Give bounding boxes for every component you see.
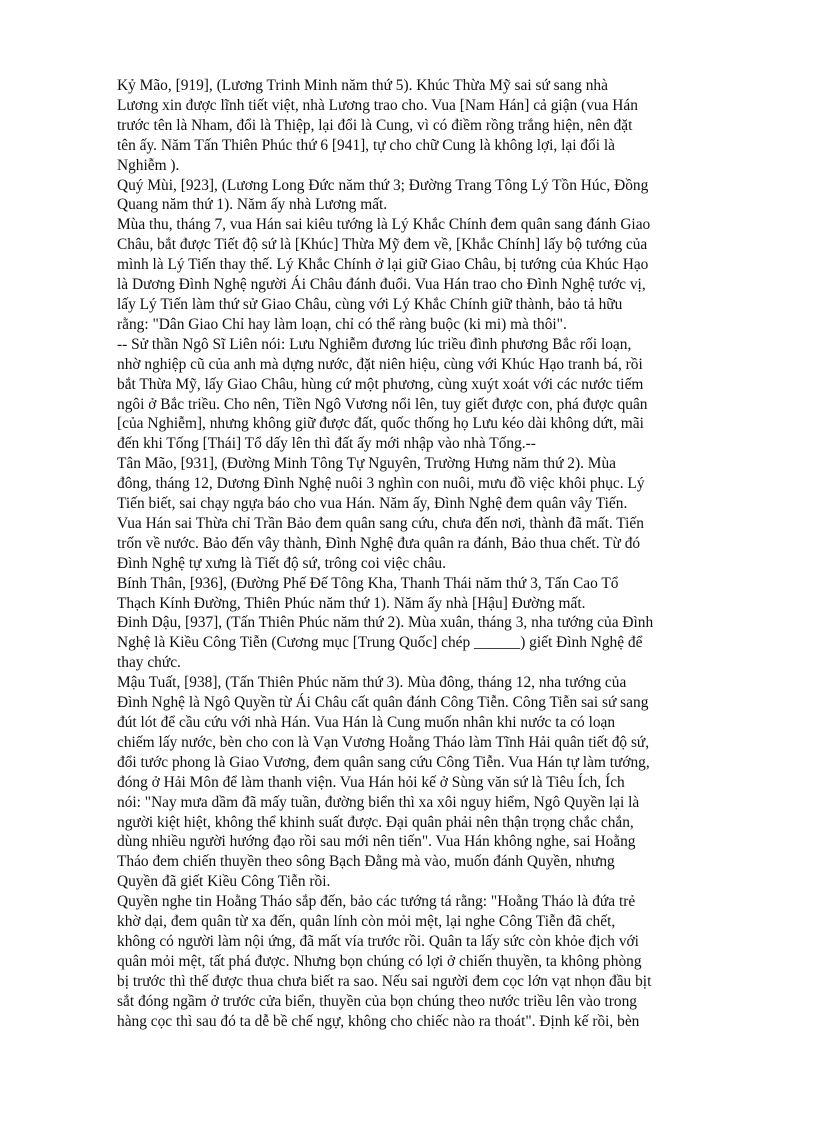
text-line: nhờ nghiệp cũ của anh mà dựng nước, đặt niên hiệu, cùng với Khúc Hạo tranh bá, rồi (117, 355, 643, 373)
text-line: Đinh Dậu, [937], (Tấn Thiên Phúc năm thứ 2). Mùa xuân, tháng 3, nha tướng của Đình (117, 614, 654, 632)
text-line: trốn về nước. Bảo đến vây thành, Đình Nghệ đưa quân ra đánh, Bảo thua chết. Từ đó (117, 534, 641, 552)
text-line: -- Sử thần Ngô Sĩ Liên nói: Lưu Nghiễm đương lúc triều đình phương Bắc rối loạn, (117, 335, 632, 353)
text-line: quân mỏi mệt, tất phá được. Nhưng bọn chúng có lợi ở chiến thuyền, ta không phòng (117, 952, 642, 970)
text-line: Mùa thu, tháng 7, vua Hán sai kiêu tướng là Lý Khắc Chính đem quân sang đánh Giao (117, 216, 651, 234)
text-line: lấy Lý Tiến làm thứ sử Giao Châu, cùng với Lý Khắc Chính giữ thành, bảo tả hữu (117, 295, 623, 313)
text-line: đóng ở Hải Môn để làm thanh viện. Vua Hán hỏi kế ở Sùng văn sứ là Tiêu Ích, Ích (117, 773, 625, 791)
text-line: đông, tháng 12, Dương Đình Nghệ nuôi 3 nghìn con nuôi, mưu đồ việc khôi phục. Lý (117, 475, 645, 493)
text-line: Nghệ là Kiều Công Tiễn (Cương mục [Trung Quốc] chép ______) giết Đình Nghệ để (117, 634, 643, 652)
text-line: đến khi Tống [Thái] Tổ dấy lên thì đất ấy mới nhập vào nhà Tống.-- (117, 435, 536, 453)
text-line: mình là Lý Tiến thay thế. Lý Khắc Chính ở lại giữ Giao Châu, bị tướng của Khúc Hạo (117, 256, 649, 274)
text-line: ngôi ở Bắc triều. Cho nên, Tiền Ngô Vương nổi lên, tuy giết được con, phá được quân (117, 395, 648, 413)
text-line: hàng cọc thì sau đó ta dễ bề chế ngự, không cho chiếc nào ra thoát". Định kế rồi, bèn (117, 1012, 640, 1030)
text-line: đút lót để cầu cứu với nhà Hán. Vua Hán là Cung muốn nhân khi nước ta có loạn (117, 714, 616, 731)
document-page (117, 76, 717, 1032)
text-line: chiếm lấy nước, bèn cho con là Vạn Vương Hoằng Tháo làm Tĩnh Hải quân tiết độ sứ, (117, 733, 650, 751)
text-line: Đình Nghệ tự xưng là Tiết độ sứ, trông coi việc châu. (117, 554, 446, 572)
text-line: không có người làm nội ứng, đã mất vía trước rồi. Quân ta lấy sức còn khỏe địch với (117, 932, 639, 950)
text-line: sắt đóng ngầm ở trước cửa biển, thuyền của bọn chúng theo nước triều lên vào trong (117, 992, 637, 1010)
text-line: Lương xin được lĩnh tiết việt, nhà Lương trao cho. Vua [Nam Hán] cả giận (vua Hán (117, 96, 638, 114)
text-line: [của Nghiễm], nhưng không giữ được đất, quốc thống họ Lưu kéo dài không dứt, mãi (117, 415, 644, 433)
text-line: Thạch Kính Đường, Thiên Phúc năm thứ 1). Năm ấy nhà [Hậu] Đường mất. (117, 594, 586, 612)
text-line: Vua Hán sai Thừa chỉ Trần Bảo đem quân sang cứu, chưa đến nơi, thành đã mất. Tiến (117, 514, 644, 532)
text-line: Đình Nghệ là Ngô Quyền từ Ái Châu cất quân đánh Công Tiễn. Công Tiễn sai sứ sang (117, 694, 649, 712)
text-line: Tháo đem chiến thuyền theo sông Bạch Đằng mà vào, muốn đánh Quyền, nhưng (117, 853, 615, 871)
text-line: nói: "Nay mưa dầm đã mấy tuần, đường biển thì xa xôi nguy hiểm, Ngô Quyền lại là (117, 793, 640, 811)
text-line: Quyền nghe tin Hoằng Tháo sắp đến, bảo các tướng tá rằng: "Hoằng Tháo là đứa trẻ (117, 893, 636, 911)
text-line: Tiến biết, sai chạy ngựa báo cho vua Hán. Năm ấy, Đình Nghệ đem quân vây Tiến. (117, 495, 628, 513)
text-line: bắt Thừa Mỹ, lấy Giao Châu, hùng cứ một phương, cùng xuýt xoát với các nước tiếm (117, 375, 644, 393)
text-line: thay chức. (117, 654, 181, 672)
text-line: Nghiễm ). (117, 156, 180, 174)
text-line: Quyền đã giết Kiều Công Tiễn rồi. (117, 873, 331, 891)
text-line: Châu, bắt được Tiết độ sứ là [Khúc] Thừa Mỹ đem về, [Khắc Chính] lấy bộ tướng của (117, 236, 648, 254)
text-line: người kiệt hiệt, không thể khinh suất được. Đại quân phải nên thận trọng chắc chắn, (117, 813, 634, 831)
text-line: tên ấy. Năm Tấn Thiên Phúc thứ 6 [941], tự cho chữ Cung là không lợi, lại đổi là (117, 136, 615, 154)
text-line: Bính Thân, [936], (Đường Phế Đế Tông Kha, Thanh Thái năm thứ 3, Tấn Cao Tổ (117, 574, 619, 592)
text-line: khờ dại, đem quân từ xa đến, quân lính còn mỏi mệt, lại nghe Công Tiễn đã chết, (117, 913, 616, 931)
text-line: dùng nhiều người hướng đạo rồi sau mới nên tiến". Vua Hán không nghe, sai Hoằng (117, 833, 636, 851)
text-line: Tân Mão, [931], (Đường Minh Tông Tự Nguyên, Trường Hưng năm thứ 2). Mùa (117, 455, 617, 473)
text-line: là Dương Đình Nghệ người Ái Châu đánh đuổi. Vua Hán trao cho Đình Nghệ tước vị, (117, 276, 646, 294)
text-line: Kỷ Mão, [919], (Lương Trinh Minh năm thứ 5). Khúc Thừa Mỹ sai sứ sang nhà (117, 77, 608, 94)
text-line: rằng: "Dân Giao Chỉ hay làm loạn, chỉ có thể ràng buộc (ki mi) mà thôi". (117, 315, 567, 333)
text-line: đổi tước phong là Giao Vương, đem quân sang cứu Công Tiễn. Vua Hán tự làm tướng, (117, 753, 650, 771)
text-line: Quý Mùi, [923], (Lương Long Đức năm thứ 3; Đường Trang Tông Lý Tồn Húc, Đồng (117, 176, 649, 194)
text-line: trước tên là Nham, đổi là Thiệp, lại đổi là Cung, vì có điềm rồng trắng hiện, nên đặt (117, 116, 633, 134)
text-line: bị trước thì thế được thua chưa biết ra sao. Nếu sai người đem cọc lớn vạt nhọn đầu bịt (117, 972, 652, 990)
body-text (117, 76, 717, 1032)
text-line: Mậu Tuất, [938], (Tấn Thiên Phúc năm thứ 3). Mùa đông, tháng 12, nha tướng của (117, 674, 627, 692)
text-line: Quang năm thứ 1). Năm ấy nhà Lương mất. (117, 196, 388, 214)
